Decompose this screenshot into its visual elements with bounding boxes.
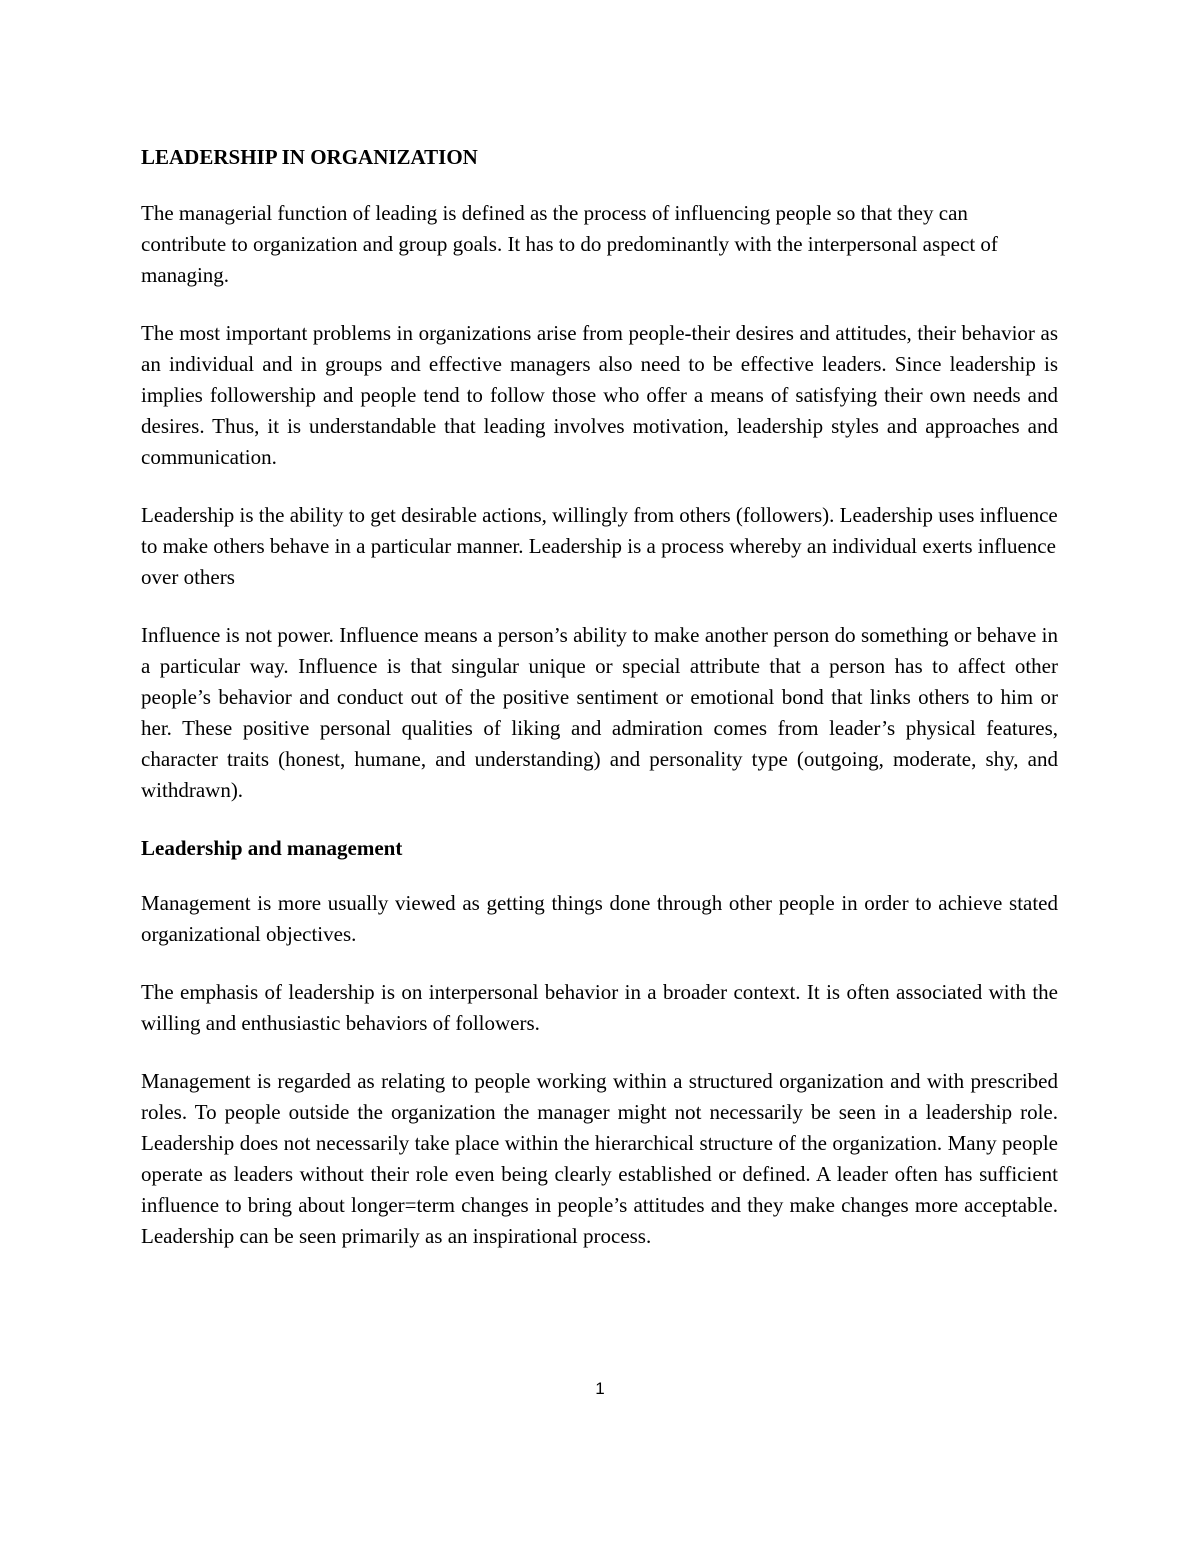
paragraph-intro-influence: Influence is not power. Influence means a person’s ability to make another person do something or behave in a particular way. Influence is that singular unique or special attribute that a person has to affect other people’s behavior and conduct out of the positive sentiment or emotional bond that links others to him or her. These positive personal qualities of liking and admiration comes from leader’s physical features, character traits (honest, humane, and understanding) and personality type (outgoing, moderate, shy, and withdrawn). (141, 623, 1058, 802)
section-heading: Leadership and management (141, 836, 403, 860)
paragraph-intro-definition: The managerial function of leading is defined as the process of influencing people so that they can contribute to organization and group goals. It has to do predominantly with the interpersonal aspect of managing. (141, 201, 998, 287)
paragraph-section-management: Management is more usually viewed as getting things done through other people in order to achieve stated organizational objectives. (141, 891, 1058, 946)
paragraph-section-structure: Management is regarded as relating to people working within a structured organization and with prescribed roles. To people outside the organization the manager might not necessarily be seen in a leadership role. Leadership does not necessarily take place within the hierarchical structure of the organization. Many people operate as leaders without their role even being clearly established or defined. A leader often has sufficient influence to bring about longer=term changes in people’s attitudes and they make changes more acceptable. Leadership can be seen primarily as an inspirational process. (141, 1069, 1058, 1248)
paragraph-intro-problems: The most important problems in organizations arise from people-their desires and attitudes, their behavior as an individual and in groups and effective managers also need to be effective leaders. Since leadership is implies followership and people tend to follow those who offer a means of satisfying their own needs and desires. Thus, it is understandable that leading involves motivation, leadership styles and approaches and communication. (141, 321, 1058, 469)
page-number: 1 (595, 1379, 605, 1398)
page-content (141, 142, 1058, 1279)
document-title: LEADERSHIP IN ORGANIZATION (141, 145, 478, 169)
paragraph-section-emphasis: The emphasis of leadership is on interpersonal behavior in a broader context. It is often associated with the willing and enthusiastic behaviors of followers. (141, 980, 1058, 1035)
paragraph-intro-leadership-ability: Leadership is the ability to get desirable actions, willingly from others (followers). Leadership uses influence to make others behave in a particular manner. Leadership is a process whereby an individual exerts influence over others (141, 503, 1058, 589)
